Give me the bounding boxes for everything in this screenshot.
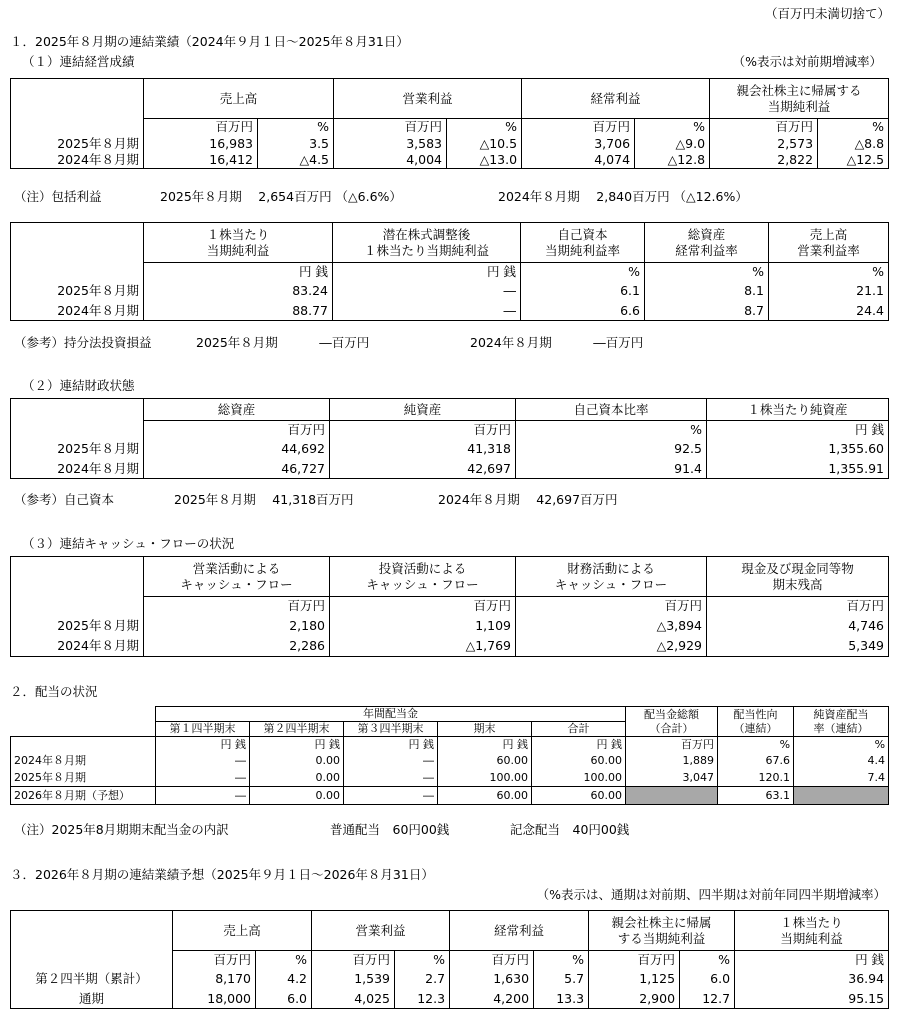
pct-note: （%表示は対前期増減率）: [732, 54, 882, 69]
section2-title: ２．配当の状況: [10, 684, 98, 699]
header-payout-ratio: 配当性向 （連結）: [718, 707, 794, 737]
table-row: 2025年８月期 16,983 3.5 3,583 △10.5 3,706 △9.0 2,573 △8.8: [11, 135, 889, 152]
comprehensive-income-2025: 2025年８月期 2,654百万円 （△6.6%）: [160, 189, 402, 204]
section3-title: ３．2026年８月期の連結業績予想（2025年９月１日～2026年８月31日）: [10, 867, 434, 882]
header-annual-dividend: 年間配当金: [156, 707, 626, 722]
self-capital-2024: 2024年８月期 42,697百万円: [438, 492, 618, 507]
table-row: 2025年８月期 ― 0.00 ― 100.00 100.00 3,047 120.1 7.4: [11, 770, 889, 787]
header-forecast-operating: 営業利益: [312, 911, 450, 951]
subsection1-title: （１）連結経営成績: [22, 54, 135, 69]
header-diluted-eps: 潜在株式調整後 １株当たり当期純利益: [333, 223, 521, 263]
header-roa: 総資産 経常利益率: [645, 223, 769, 263]
table-row: 通期 18,000 6.0 4,025 12.3 4,200 13.3 2,900 12.7 95.15: [11, 989, 889, 1009]
header-equity-ratio: 自己資本比率: [516, 399, 707, 421]
header-ordinary-income: 経常利益: [522, 79, 710, 119]
header-bps: １株当たり純資産: [707, 399, 889, 421]
unit-cell: 百万円: [334, 119, 447, 135]
header-forecast-eps: １株当たり 当期純利益: [735, 911, 889, 951]
table-row: 第２四半期（累計） 8,170 4.2 1,539 2.7 1,630 5.7 1,125 6.0 36.94: [11, 969, 889, 989]
table-row: 2024年８月期 46,727 42,697 91.4 1,355.91: [11, 459, 889, 479]
financial-position-table: 総資産 純資産 自己資本比率 １株当たり純資産 百万円 百万円 % 円 銭 2025年８月期 44,692 41,318 92.5 1,355.60 2024年８月期 46,727 42,697 91.4 1,355.91: [10, 398, 889, 479]
dividend-note-ordinary: 普通配当 60円00銭: [330, 822, 450, 837]
header-investing-cf: 投資活動による キャッシュ・フロー: [330, 557, 516, 597]
table-row: 2024年８月期 2,286 △1,769 △2,929 5,349: [11, 636, 889, 657]
header-net-assets: 純資産: [330, 399, 516, 421]
dividend-note-commemorative: 記念配当 40円00銭: [510, 822, 630, 837]
table-row: 2024年８月期 ― 0.00 ― 60.00 60.00 1,889 67.6 4.4: [11, 753, 889, 770]
self-capital-label: （参考）自己資本: [14, 492, 115, 507]
unit-cell: %: [635, 119, 710, 135]
cash-flow-table: 営業活動による キャッシュ・フロー 投資活動による キャッシュ・フロー 財務活動による キャッシュ・フロー 現金及び現金同等物 期末残高 百万円 百万円 百万円 百万円 2025年８月期 2,180 1,109 △3,894 4,746 2024年８月期 2,286 △1,769 △2,929 5,349: [10, 556, 889, 657]
header-operating-margin: 売上高 営業利益率: [769, 223, 889, 263]
corner-cell: [11, 79, 144, 119]
dividend-note-label: （注）2025年8月期期末配当金の内訳: [14, 822, 229, 837]
unit-cell: %: [258, 119, 334, 135]
subsection3-title: （３）連結キャッシュ・フローの状況: [22, 536, 235, 551]
header-operating-cf: 営業活動による キャッシュ・フロー: [144, 557, 330, 597]
header-forecast-sales: 売上高: [173, 911, 312, 951]
header-eps: １株当たり 当期純利益: [144, 223, 333, 263]
header-cash-balance: 現金及び現金同等物 期末残高: [707, 557, 889, 597]
table-row: 2025年８月期 2,180 1,109 △3,894 4,746: [11, 615, 889, 636]
table-row: 2026年８月期（予想） ― 0.00 ― 60.00 60.00 63.1: [11, 787, 889, 805]
comprehensive-income-2024: 2024年８月期 2,840百万円 （△12.6%）: [498, 189, 748, 204]
table-row: 2025年８月期 44,692 41,318 92.5 1,355.60: [11, 439, 889, 459]
header-sales: 売上高: [144, 79, 334, 119]
comprehensive-income-label: （注）包括利益: [14, 189, 102, 204]
forecast-table: 売上高 営業利益 経常利益 親会社株主に帰属 する当期純利益 １株当たり 当期純利益 百万円 % 百万円 % 百万円 % 百万円 % 円 銭 第２四半期（累計） 8,170 4.2 1,539 2.7 1,630 5.7 1,125 6.0 36.94 通期 18,000 6.0 4,025 12.3 4,200 13.3 2,900 12.7 95.15: [10, 910, 889, 1009]
unit-cell: %: [447, 119, 522, 135]
results-table: [10, 78, 889, 169]
header-operating-income: 営業利益: [334, 79, 522, 119]
dividend-table: 年間配当金 配当金総額 （合計） 配当性向 （連結） 純資産配当 率（連結） 第１四半期末 第２四半期末 第３四半期末 期末 合計 円 銭 円 銭 円 銭 円 銭 円 銭 百万円 % % 2024年８月期 ― 0.00 ― 60.00 60.00 1,889 67.6 4.4 2025年８月期 ― 0.00 ― 100.00 100.00 3,047 120.1 7.4 2026年８月期（予想） ― 0.00 ― 60.00 60.00 63.1: [10, 706, 889, 805]
table-row: 2024年８月期 88.77 ― 6.6 8.7 24.4: [11, 301, 889, 321]
header-financing-cf: 財務活動による キャッシュ・フロー: [516, 557, 707, 597]
section1-title: １．2025年８月期の連結業績（2024年９月１日～2025年８月31日）: [10, 34, 409, 49]
equity-method-label: （参考）持分法投資損益: [14, 335, 152, 350]
header-forecast-net: 親会社株主に帰属 する当期純利益: [589, 911, 735, 951]
table-row: 2025年８月期 83.24 ― 6.1 8.1 21.1: [11, 281, 889, 301]
table-row: 2024年８月期 16,412 △4.5 4,004 △13.0 4,074 △12.8 2,822 △12.5: [11, 152, 889, 169]
unit-cell: 百万円: [710, 119, 818, 135]
unit-cell: %: [818, 119, 889, 135]
forecast-pct-note: （%表示は、通期は対前期、四半期は対前年同四半期増減率）: [536, 887, 886, 902]
header-doe: 純資産配当 率（連結）: [794, 707, 889, 737]
equity-method-2024: 2024年８月期 ―百万円: [470, 335, 644, 350]
unit-cell: 百万円: [144, 119, 258, 135]
subsection2-title: （２）連結財政状態: [22, 378, 135, 393]
unit-cell: 百万円: [522, 119, 635, 135]
header-total-dividend: 配当金総額 （合計）: [626, 707, 718, 737]
header-roe: 自己資本 当期純利益率: [521, 223, 645, 263]
self-capital-2025: 2025年８月期 41,318百万円: [174, 492, 354, 507]
per-share-table: １株当たり 当期純利益 潜在株式調整後 １株当たり当期純利益 自己資本 当期純利益率 総資産 経常利益率 売上高 営業利益率 円 銭 円 銭 % % % 2025年８月期 83.24 ― 6.1 8.1 21.1 2024年８月期 88.77 ― 6.6 8.7 24.4: [10, 222, 889, 321]
equity-method-2025: 2025年８月期 ―百万円: [196, 335, 370, 350]
header-total-assets: 総資産: [144, 399, 330, 421]
unit-note: （百万円未満切捨て）: [764, 6, 890, 21]
header-net-income: 親会社株主に帰属する 当期純利益: [710, 79, 889, 119]
header-forecast-ordinary: 経常利益: [450, 911, 589, 951]
